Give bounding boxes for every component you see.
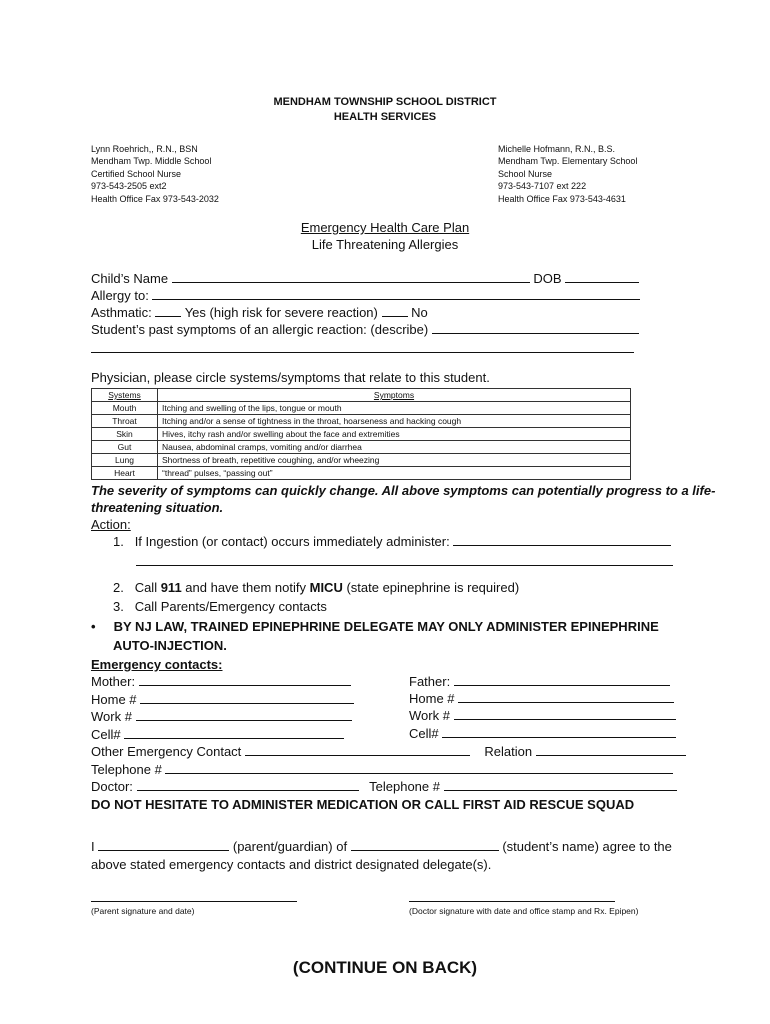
relation-field[interactable] [536, 744, 686, 756]
telephone-field[interactable] [165, 762, 673, 774]
step-2-text-a: Call [134, 580, 161, 595]
symptom-cell: Shortness of breath, repetitive coughing, and/or wheezing [158, 454, 631, 467]
nj-law-line2: AUTO-INJECTION. [113, 638, 227, 653]
consent-i: I [91, 839, 95, 854]
doctor-telephone-field[interactable] [444, 779, 677, 791]
continue-on-back: (CONTINUE ON BACK) [292, 958, 478, 977]
nj-law-bullet [91, 619, 659, 634]
asthmatic-yes-field[interactable] [155, 305, 181, 317]
relation-label: Relation [484, 744, 533, 759]
severity-warning-line2: threatening situation. [91, 500, 224, 515]
system-cell: Lung [92, 454, 158, 467]
allergy-row [91, 288, 640, 303]
document-title: Emergency Health Care Plan [300, 220, 470, 235]
cell-label: Cell# [91, 727, 121, 742]
doctor-telephone-label: Telephone # [369, 779, 440, 794]
symptom-cell: Hives, itchy rash and/or swelling about the face and extremities [158, 428, 631, 441]
medication-field-line2[interactable] [136, 565, 673, 566]
nurse-right-line: School Nurse [498, 168, 553, 179]
cell-label: Cell# [409, 726, 439, 741]
mother-work-field[interactable] [136, 709, 352, 721]
parent-signature-label: (Parent signature and date) [91, 906, 195, 916]
doctor-signature-field[interactable] [409, 901, 615, 902]
father-cell-field[interactable] [442, 726, 676, 738]
consent-student-text: (student’s name) agree to the [502, 839, 672, 854]
department-name: HEALTH SERVICES [333, 111, 437, 123]
nurse-left-line: 973-543-2505 ext2 [91, 181, 167, 192]
father-work-row [409, 708, 676, 723]
document-subtitle: Life Threatening Allergies [311, 237, 459, 252]
father-work-field[interactable] [454, 708, 676, 720]
asthmatic-label: Asthmatic: [91, 305, 152, 320]
table-row[interactable] [92, 415, 631, 428]
dob-field[interactable] [565, 271, 639, 283]
mother-cell-row [91, 727, 344, 742]
step-1-prefix: If [134, 534, 142, 549]
do-not-hesitate-warning: DO NOT HESITATE TO ADMINISTER MEDICATION OR CALL FIRST AID RESCUE SQUAD [91, 797, 635, 812]
asthmatic-row [91, 305, 428, 320]
home-label: Home # [409, 691, 455, 706]
step-2-text-c: (state epinephrine is required) [342, 580, 520, 595]
work-label: Work # [91, 709, 132, 724]
father-cell-row [409, 726, 676, 741]
parent-name-field[interactable] [98, 839, 229, 851]
work-label: Work # [409, 708, 450, 723]
step-number: 3. [113, 599, 135, 614]
telephone-label: Telephone # [91, 762, 162, 777]
father-home-field[interactable] [458, 691, 674, 703]
past-symptoms-label: Student’s past symptoms of an allergic reaction: (describe) [91, 322, 429, 337]
doctor-label: Doctor: [91, 779, 133, 794]
other-contact-label: Other Emergency Contact [91, 744, 242, 759]
nurse-left-line: Certified School Nurse [91, 168, 182, 179]
system-cell: Heart [92, 467, 158, 480]
nj-law-line1: BY NJ LAW, TRAINED EPINEPHRINE DELEGATE MAY ONLY ADMINISTER EPINEPHRINE [113, 619, 659, 634]
step-2-text-b: and have them notify [181, 580, 310, 595]
nurse-right-contact [498, 143, 637, 205]
asthmatic-no-label: No [411, 305, 428, 320]
emergency-contacts-heading: Emergency contacts: [91, 657, 223, 672]
step-2-911: 911 [160, 580, 182, 595]
nurse-left-line: Health Office Fax 973-543-2032 [91, 193, 219, 204]
nurse-right-line: 973-543-7107 ext 222 [498, 181, 587, 192]
other-contact-row [91, 744, 686, 759]
symptom-cell: Itching and swelling of the lips, tongue or mouth [158, 402, 631, 415]
childs-name-row [91, 271, 639, 286]
father-field[interactable] [454, 674, 670, 686]
allergy-field[interactable] [152, 288, 640, 300]
mother-home-row [91, 692, 354, 707]
father-label: Father: [409, 674, 451, 689]
mother-row [91, 674, 351, 689]
consent-line2: above stated emergency contacts and district designated delegate(s). [91, 857, 492, 872]
step-2-micu: MICU [309, 580, 343, 595]
nurse-right-line: Mendham Twp. Elementary School [498, 156, 638, 167]
step-1-text: Ingestion (or contact) occurs immediately administer: [145, 534, 450, 549]
system-cell: Throat [92, 415, 158, 428]
step-3-text: Call Parents/Emergency contacts [134, 599, 327, 614]
system-cell: Skin [92, 428, 158, 441]
step-number: 1. [113, 534, 135, 549]
systems-header: Systems [92, 389, 158, 402]
table-row[interactable] [92, 454, 631, 467]
system-cell: Gut [92, 441, 158, 454]
past-symptoms-field-line2[interactable] [91, 352, 634, 353]
parent-signature-field[interactable] [91, 901, 297, 902]
mother-field[interactable] [139, 674, 351, 686]
nurse-right-line: Health Office Fax 973-543-4631 [498, 193, 626, 204]
mother-work-row [91, 709, 352, 724]
symptom-cell: Nausea, abdominal cramps, vomiting and/or diarrhea [158, 441, 631, 454]
home-label: Home # [91, 692, 137, 707]
father-home-row [409, 691, 674, 706]
doctor-signature-label: (Doctor signature with date and office stamp and Rx. Epipen) [409, 906, 639, 916]
mother-home-field[interactable] [140, 692, 354, 704]
severity-warning-line1: The severity of symptoms can quickly change. All above symptoms can potentially progress to a life- [91, 483, 716, 498]
medication-field[interactable] [453, 534, 671, 546]
consent-parent-text: (parent/guardian) of [232, 839, 348, 854]
father-row [409, 674, 670, 689]
childs-name-field[interactable] [172, 271, 530, 283]
consent-line1 [91, 839, 672, 854]
bullet-icon: • [91, 619, 114, 634]
table-row[interactable] [92, 441, 631, 454]
mother-label: Mother: [91, 674, 136, 689]
table-row[interactable] [92, 402, 631, 415]
physician-instruction: Physician, please circle systems/symptoms that relate to this student. [91, 370, 490, 385]
table-header-row [92, 389, 631, 402]
asthmatic-yes-label: Yes (high risk for severe reaction) [184, 305, 378, 320]
table-row[interactable] [92, 467, 631, 480]
childs-name-label: Child’s Name [91, 271, 169, 286]
student-name-field[interactable] [351, 839, 499, 851]
past-symptoms-field[interactable] [432, 322, 639, 334]
district-name: MENDHAM TOWNSHIP SCHOOL DISTRICT [273, 96, 497, 108]
table-row[interactable] [92, 428, 631, 441]
action-step-3 [113, 599, 327, 614]
symptoms-header: Symptoms [158, 389, 631, 402]
doctor-row [91, 779, 677, 794]
mother-cell-field[interactable] [124, 727, 344, 739]
asthmatic-no-field[interactable] [382, 305, 408, 317]
symptom-cell: “thread” pulses, “passing out” [158, 467, 631, 480]
other-contact-field[interactable] [245, 744, 470, 756]
action-label: Action: [91, 517, 131, 532]
past-symptoms-row [91, 322, 639, 337]
step-number: 2. [113, 580, 135, 595]
nurse-right-line: Michelle Hofmann, R.N., B.S. [498, 144, 616, 154]
dob-label: DOB [533, 271, 562, 286]
nurse-left-line: Mendham Twp. Middle School [91, 156, 212, 167]
telephone-row [91, 762, 673, 777]
symptom-cell: Itching and/or a sense of tightness in the throat, hoarseness and hacking cough [158, 415, 631, 428]
symptom-table [91, 388, 631, 480]
nurse-left-contact [91, 143, 219, 205]
allergy-label: Allergy to: [91, 288, 149, 303]
action-step-1 [113, 534, 671, 549]
doctor-field[interactable] [137, 779, 359, 791]
nurse-left-line: Lynn Roehrich,, R.N., BSN [91, 144, 198, 154]
action-step-2 [113, 580, 519, 595]
system-cell: Mouth [92, 402, 158, 415]
